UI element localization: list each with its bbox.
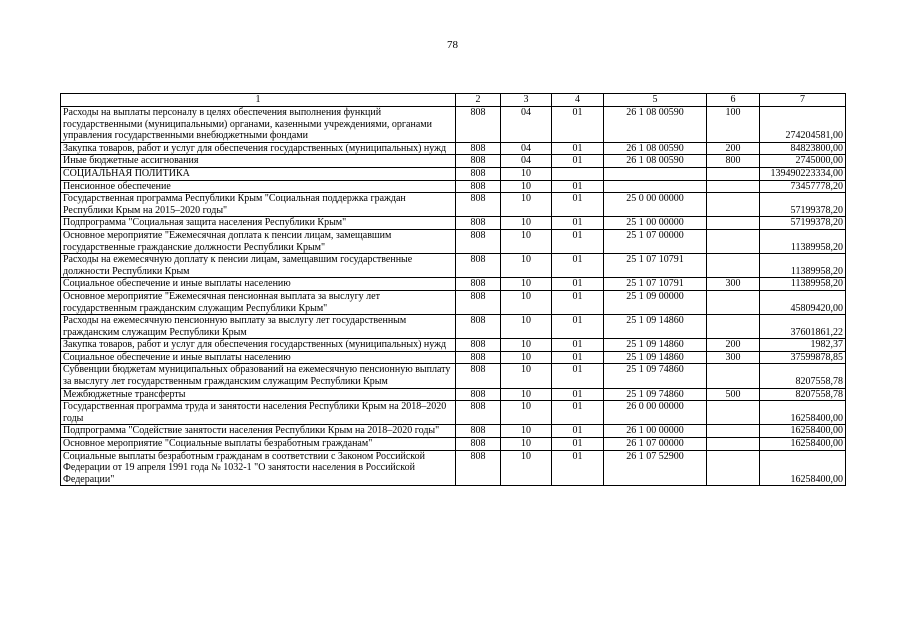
amount-cell: 11389958,20 <box>760 229 846 253</box>
ministry-code-cell: 808 <box>456 290 501 314</box>
target-item-code-cell: 26 1 07 52900 <box>604 450 707 486</box>
ministry-code-cell: 808 <box>456 193 501 217</box>
section-code-cell: 10 <box>501 438 552 451</box>
expense-type-code-cell <box>707 364 760 388</box>
section-code-cell: 10 <box>501 315 552 339</box>
table-row <box>61 193 846 217</box>
amount-cell: 84823800,00 <box>760 142 846 155</box>
column-header: 7 <box>760 94 846 107</box>
row-name-cell: Закупка товаров, работ и услуг для обеспечения государственных (муниципальных) нужд <box>61 339 456 352</box>
row-name-cell: Социальное обеспечение и иные выплаты населению <box>61 278 456 291</box>
section-code-cell: 10 <box>501 193 552 217</box>
table-row <box>61 155 846 168</box>
ministry-code-cell: 808 <box>456 142 501 155</box>
row-name-cell: Основное мероприятие "Ежемесячная доплата к пенсии лицам, замещавшим государственные гражданские должности Республики Крым" <box>61 229 456 253</box>
amount-cell: 139490223334,00 <box>760 167 846 180</box>
row-name-cell: Государственная программа труда и занятости населения Республики Крым на 2018–2020 годы <box>61 401 456 425</box>
section-code-cell: 04 <box>501 155 552 168</box>
amount-cell: 16258400,00 <box>760 438 846 451</box>
column-header: 2 <box>456 94 501 107</box>
subsection-code-cell: 01 <box>552 107 604 143</box>
section-code-cell: 10 <box>501 290 552 314</box>
row-name-cell: Расходы на выплаты персоналу в целях обеспечения выполнения функций государственными (муниципальными) органами, казенными учреждениями, органами управления государственными внебюджетными фондами <box>61 107 456 143</box>
table-row <box>61 351 846 364</box>
amount-cell: 8207558,78 <box>760 388 846 401</box>
row-name-cell: Закупка товаров, работ и услуг для обеспечения государственных (муниципальных) нужд <box>61 142 456 155</box>
ministry-code-cell: 808 <box>456 229 501 253</box>
subsection-code-cell: 01 <box>552 142 604 155</box>
row-name-cell: СОЦИАЛЬНАЯ ПОЛИТИКА <box>61 167 456 180</box>
subsection-code-cell: 01 <box>552 229 604 253</box>
section-code-cell: 10 <box>501 254 552 278</box>
table-row <box>61 388 846 401</box>
expense-type-code-cell: 300 <box>707 351 760 364</box>
subsection-code-cell: 01 <box>552 450 604 486</box>
column-header: 6 <box>707 94 760 107</box>
row-name-cell: Субвенции бюджетам муниципальных образований на ежемесячную пенсионную выплату за выслугу лет государственным гражданским служащим Республики Крым <box>61 364 456 388</box>
section-code-cell: 10 <box>501 167 552 180</box>
table-row <box>61 364 846 388</box>
subsection-code-cell: 01 <box>552 254 604 278</box>
amount-cell: 37599878,85 <box>760 351 846 364</box>
subsection-code-cell: 01 <box>552 180 604 193</box>
ministry-code-cell: 808 <box>456 351 501 364</box>
ministry-code-cell: 808 <box>456 450 501 486</box>
target-item-code-cell: 26 1 07 00000 <box>604 438 707 451</box>
target-item-code-cell: 25 1 09 14860 <box>604 339 707 352</box>
column-header: 3 <box>501 94 552 107</box>
subsection-code-cell: 01 <box>552 290 604 314</box>
row-name-cell: Основное мероприятие "Социальные выплаты безработным гражданам" <box>61 438 456 451</box>
target-item-code-cell: 26 1 08 00590 <box>604 155 707 168</box>
expense-type-code-cell <box>707 425 760 438</box>
budget-table <box>60 93 846 486</box>
ministry-code-cell: 808 <box>456 425 501 438</box>
subsection-code-cell <box>552 167 604 180</box>
expense-type-code-cell <box>707 401 760 425</box>
ministry-code-cell: 808 <box>456 278 501 291</box>
ministry-code-cell: 808 <box>456 339 501 352</box>
target-item-code-cell: 26 0 00 00000 <box>604 401 707 425</box>
ministry-code-cell: 808 <box>456 315 501 339</box>
row-name-cell: Расходы на ежемесячную пенсионную выплату за выслугу лет государственным гражданским служащим Республики Крым <box>61 315 456 339</box>
target-item-code-cell: 25 1 09 00000 <box>604 290 707 314</box>
amount-cell: 11389958,20 <box>760 278 846 291</box>
row-name-cell: Пенсионное обеспечение <box>61 180 456 193</box>
table-row <box>61 229 846 253</box>
table-row <box>61 425 846 438</box>
table-row <box>61 450 846 486</box>
table-row <box>61 254 846 278</box>
section-code-cell: 10 <box>501 425 552 438</box>
expense-type-code-cell <box>707 254 760 278</box>
ministry-code-cell: 808 <box>456 254 501 278</box>
expense-type-code-cell <box>707 193 760 217</box>
table-row <box>61 217 846 230</box>
amount-cell: 45809420,00 <box>760 290 846 314</box>
subsection-code-cell: 01 <box>552 315 604 339</box>
row-name-cell: Межбюджетные трансферты <box>61 388 456 401</box>
amount-cell: 57199378,20 <box>760 193 846 217</box>
section-code-cell: 10 <box>501 278 552 291</box>
row-name-cell: Государственная программа Республики Крым "Социальная поддержка граждан Республики Крым на 2015–2020 годы" <box>61 193 456 217</box>
column-header: 5 <box>604 94 707 107</box>
row-name-cell: Социальные выплаты безработным гражданам в соответствии с Законом Российской Федерации от 19 апреля 1991 года № 1032-1 "О занятости населения в Российской Федерации" <box>61 450 456 486</box>
ministry-code-cell: 808 <box>456 217 501 230</box>
expense-type-code-cell: 200 <box>707 142 760 155</box>
target-item-code-cell: 25 1 09 74860 <box>604 388 707 401</box>
table-row <box>61 180 846 193</box>
section-code-cell: 10 <box>501 339 552 352</box>
amount-cell: 73457778,20 <box>760 180 846 193</box>
row-name-cell: Расходы на ежемесячную доплату к пенсии лицам, замещавшим государственные должности Республики Крым <box>61 254 456 278</box>
table-row <box>61 278 846 291</box>
target-item-code-cell: 25 1 07 00000 <box>604 229 707 253</box>
amount-cell: 11389958,20 <box>760 254 846 278</box>
amount-cell: 37601861,22 <box>760 315 846 339</box>
page-number: 78 <box>447 39 458 51</box>
amount-cell: 274204581,00 <box>760 107 846 143</box>
ministry-code-cell: 808 <box>456 107 501 143</box>
amount-cell: 8207558,78 <box>760 364 846 388</box>
section-code-cell: 10 <box>501 388 552 401</box>
expense-type-code-cell: 500 <box>707 388 760 401</box>
amount-cell: 16258400,00 <box>760 450 846 486</box>
subsection-code-cell: 01 <box>552 364 604 388</box>
table-header-row <box>61 94 846 107</box>
ministry-code-cell: 808 <box>456 155 501 168</box>
section-code-cell: 10 <box>501 229 552 253</box>
ministry-code-cell: 808 <box>456 364 501 388</box>
section-code-cell: 10 <box>501 401 552 425</box>
subsection-code-cell: 01 <box>552 351 604 364</box>
expense-type-code-cell <box>707 217 760 230</box>
subsection-code-cell: 01 <box>552 217 604 230</box>
table-row <box>61 401 846 425</box>
target-item-code-cell: 25 1 07 10791 <box>604 254 707 278</box>
table-row <box>61 339 846 352</box>
section-code-cell: 10 <box>501 351 552 364</box>
expense-type-code-cell: 100 <box>707 107 760 143</box>
subsection-code-cell: 01 <box>552 193 604 217</box>
target-item-code-cell: 25 1 09 14860 <box>604 315 707 339</box>
amount-cell: 16258400,00 <box>760 425 846 438</box>
column-header: 1 <box>61 94 456 107</box>
ministry-code-cell: 808 <box>456 388 501 401</box>
target-item-code-cell: 25 0 00 00000 <box>604 193 707 217</box>
target-item-code-cell: 25 1 09 14860 <box>604 351 707 364</box>
section-code-cell: 04 <box>501 107 552 143</box>
ministry-code-cell: 808 <box>456 438 501 451</box>
row-name-cell: Основное мероприятие "Ежемесячная пенсионная выплата за выслугу лет государственным гражданским служащим Республики Крым" <box>61 290 456 314</box>
table-row <box>61 142 846 155</box>
row-name-cell: Социальное обеспечение и иные выплаты населению <box>61 351 456 364</box>
amount-cell: 16258400,00 <box>760 401 846 425</box>
target-item-code-cell: 26 1 00 00000 <box>604 425 707 438</box>
section-code-cell: 10 <box>501 217 552 230</box>
expense-type-code-cell <box>707 438 760 451</box>
row-name-cell: Подпрограмма "Социальная защита населения Республики Крым" <box>61 217 456 230</box>
ministry-code-cell: 808 <box>456 167 501 180</box>
row-name-cell: Подпрограмма "Содействие занятости населения Республики Крым на 2018–2020 годы" <box>61 425 456 438</box>
amount-cell: 57199378,20 <box>760 217 846 230</box>
expense-type-code-cell: 800 <box>707 155 760 168</box>
row-name-cell: Иные бюджетные ассигнования <box>61 155 456 168</box>
expense-type-code-cell: 200 <box>707 339 760 352</box>
expense-type-code-cell <box>707 229 760 253</box>
subsection-code-cell: 01 <box>552 425 604 438</box>
target-item-code-cell: 25 1 09 74860 <box>604 364 707 388</box>
expense-type-code-cell <box>707 290 760 314</box>
section-code-cell: 10 <box>501 450 552 486</box>
table-row <box>61 167 846 180</box>
table-row <box>61 107 846 143</box>
amount-cell: 2745000,00 <box>760 155 846 168</box>
subsection-code-cell: 01 <box>552 438 604 451</box>
table-row <box>61 315 846 339</box>
expense-type-code-cell <box>707 167 760 180</box>
subsection-code-cell: 01 <box>552 401 604 425</box>
table-row <box>61 438 846 451</box>
amount-cell: 1982,37 <box>760 339 846 352</box>
expense-type-code-cell <box>707 180 760 193</box>
ministry-code-cell: 808 <box>456 180 501 193</box>
section-code-cell: 10 <box>501 180 552 193</box>
table-row <box>61 290 846 314</box>
target-item-code-cell <box>604 167 707 180</box>
subsection-code-cell: 01 <box>552 339 604 352</box>
target-item-code-cell: 25 1 07 10791 <box>604 278 707 291</box>
expense-type-code-cell <box>707 315 760 339</box>
ministry-code-cell: 808 <box>456 401 501 425</box>
target-item-code-cell: 26 1 08 00590 <box>604 142 707 155</box>
section-code-cell: 04 <box>501 142 552 155</box>
expense-type-code-cell: 300 <box>707 278 760 291</box>
column-header: 4 <box>552 94 604 107</box>
expense-type-code-cell <box>707 450 760 486</box>
target-item-code-cell <box>604 180 707 193</box>
subsection-code-cell: 01 <box>552 278 604 291</box>
subsection-code-cell: 01 <box>552 388 604 401</box>
subsection-code-cell: 01 <box>552 155 604 168</box>
target-item-code-cell: 25 1 00 00000 <box>604 217 707 230</box>
target-item-code-cell: 26 1 08 00590 <box>604 107 707 143</box>
section-code-cell: 10 <box>501 364 552 388</box>
